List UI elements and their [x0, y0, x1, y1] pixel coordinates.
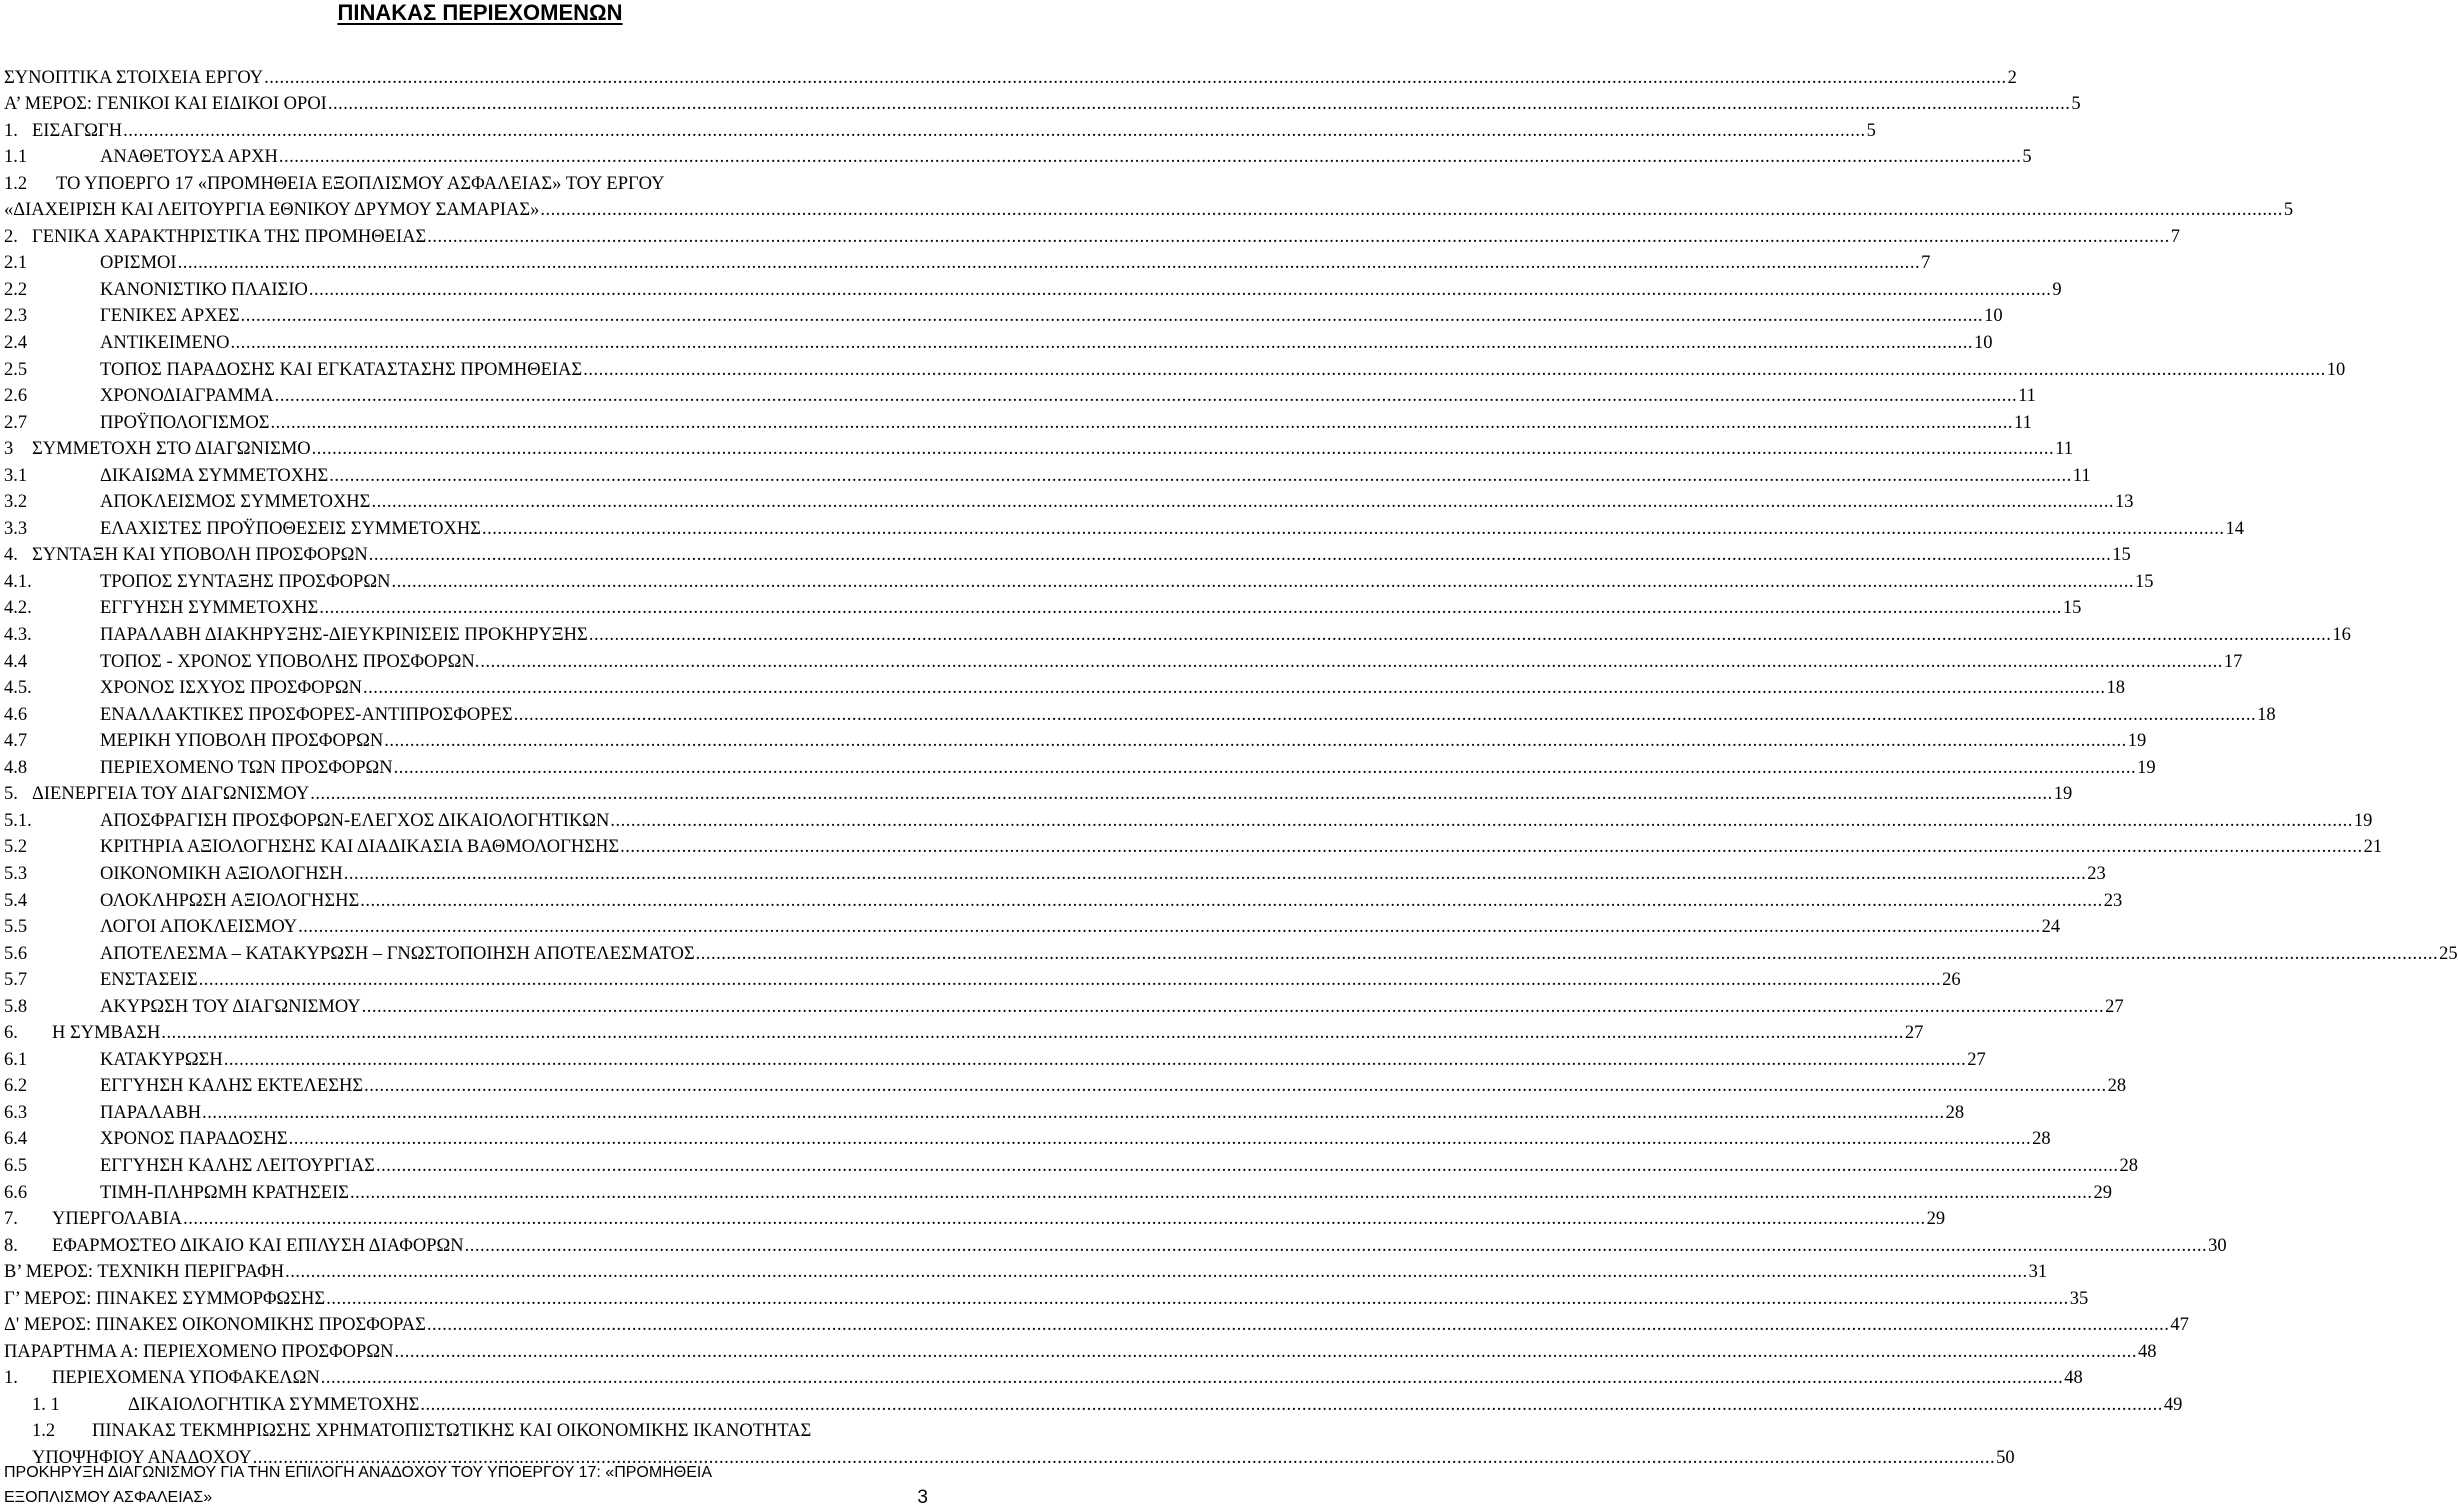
toc-dot-leader — [271, 412, 2014, 434]
toc-entry-number: 3.3 — [4, 518, 28, 539]
toc-entry-title: ΔΙΕΝΕΡΓΕΙΑ ΤΟΥ ΔΙΑΓΩΝΙΣΜΟΥ — [32, 784, 310, 805]
toc-entry[interactable] — [4, 646, 2243, 673]
toc-entry-number: 3.2 — [4, 492, 28, 513]
toc-entry[interactable] — [4, 1097, 1965, 1124]
toc-entry-page: 14 — [2225, 518, 2244, 539]
toc-entry-number: 5.7 — [4, 970, 28, 991]
toc-entry-page: 21 — [2363, 837, 2383, 858]
toc-entry[interactable] — [4, 1044, 1986, 1071]
toc-entry-number: 5. — [4, 784, 18, 805]
toc-entry-number: 6. — [4, 1023, 18, 1044]
toc-dot-leader — [427, 226, 2170, 248]
toc-dot-leader — [427, 1314, 2170, 1336]
toc-entry[interactable] — [4, 381, 2036, 408]
toc-entry-number: 2. — [4, 226, 18, 247]
toc-entry-title: ΕΝΣΤΑΣΕΙΣ — [100, 970, 198, 991]
toc-entry-page: 10 — [1984, 306, 2003, 327]
toc-entry-page: 18 — [2106, 678, 2125, 699]
toc-entry-page: 50 — [1996, 1447, 2015, 1468]
toc-entry-page: 29 — [2093, 1182, 2112, 1203]
toc-entry-title: ΧΡΟΝΟΣ ΙΣΧΥΟΣ ΠΡΟΣΦΟΡΩΝ — [100, 678, 362, 699]
toc-entry-page: 11 — [2055, 439, 2073, 460]
toc-entry-number: 4. — [4, 545, 18, 566]
toc-dot-leader — [178, 252, 1921, 274]
toc-dot-leader — [391, 571, 2134, 593]
toc-entry-page: 13 — [2114, 492, 2134, 513]
toc-entry[interactable] — [4, 460, 2091, 487]
toc-entry-number: 6.5 — [4, 1155, 28, 1176]
toc-entry-page: 23 — [2103, 890, 2123, 911]
toc-dot-leader — [161, 1022, 1904, 1044]
toc-entry-title: Β’ ΜΕΡΟΣ: ΤΕΧΝΙΚΗ ΠΕΡΙΓΡΑΦΗ — [4, 1262, 285, 1283]
toc-entry-page: 28 — [2119, 1155, 2138, 1176]
toc-entry[interactable] — [4, 1018, 1924, 1045]
toc-entry-title: ΠΑΡΑΛΑΒΗ ΔΙΑΚΗΡΥΞΗΣ-ΔΙΕΥΚΡΙΝΙΣΕΙΣ ΠΡΟΚΗΡΥΞΗΣ — [100, 625, 588, 646]
toc-entry[interactable] — [4, 1204, 1946, 1231]
toc-dot-leader — [540, 199, 2283, 221]
toc-entry[interactable] — [4, 1283, 2089, 1310]
toc-entry-page: 27 — [1904, 1023, 1924, 1044]
toc-entry-page: 30 — [2208, 1235, 2227, 1256]
page-footer — [4, 1460, 934, 1510]
toc-dot-leader — [264, 67, 2007, 89]
toc-entry-title: ΤΙΜΗ-ΠΛΗΡΩΜΗ ΚΡΑΤΗΣΕΙΣ — [100, 1182, 349, 1203]
toc-dot-leader — [620, 836, 2363, 858]
toc-entry-number: 6.6 — [4, 1182, 28, 1203]
toc-entry-number: 1.2 — [4, 173, 28, 194]
toc-entry-title: ΑΠΟΣΦΡΑΓΙΣΗ ΠΡΟΣΦΟΡΩΝ-ΕΛΕΓΧΟΣ ΔΙΚΑΙΟΛΟΓΗΤΙΚΩΝ — [100, 810, 610, 831]
toc-entry[interactable] — [4, 1150, 2138, 1177]
toc-entry-title: ΜΕΡΙΚΗ ΥΠΟΒΟΛΗ ΠΡΟΣΦΟΡΩΝ — [100, 731, 384, 752]
toc-dot-leader — [465, 1235, 2208, 1257]
toc-entry[interactable] — [4, 1416, 962, 1443]
toc-entry-page: 19 — [2353, 810, 2373, 831]
toc-entry-title: ΕΓΓΥΗΣΗ ΚΑΛΗΣ ΛΕΙΤΟΥΡΓΙΑΣ — [100, 1155, 375, 1176]
toc-entry[interactable] — [4, 1363, 2083, 1390]
toc-entry-page: 9 — [2052, 279, 2062, 300]
toc-entry-number: 2.7 — [4, 412, 28, 433]
toc-entry-title: ΕΓΓΥΗΣΗ ΚΑΛΗΣ ΕΚΤΕΛΕΣΗΣ — [100, 1076, 364, 1097]
toc-dot-leader — [321, 1367, 2064, 1389]
toc-entry-page: 5 — [2071, 94, 2081, 115]
toc-entry-number: 2.3 — [4, 306, 28, 327]
toc-entry[interactable] — [4, 487, 2134, 514]
toc-entry-number: 4.6 — [4, 704, 28, 725]
toc-entry-title: ΤΟ ΥΠΟΕΡΓΟ 17 «ΠΡΟΜΗΘΕΙΑ ΕΞΟΠΛΙΣΜΟΥ ΑΣΦΑΛΕΙΑΣ» ΤΟΥ ΕΡΓΟΥ — [56, 173, 665, 194]
toc-entry-title: ΠΕΡΙΕΧΟΜΕΝΟ ΤΩΝ ΠΡΟΣΦΟΡΩΝ — [100, 757, 393, 778]
toc-entry-number: 6.1 — [4, 1049, 28, 1070]
toc-entry[interactable] — [4, 779, 2073, 806]
toc-dot-leader — [310, 783, 2053, 805]
toc-entry-number: 4.5. — [4, 678, 32, 699]
toc-entry-title: Γ’ ΜΕΡΟΣ: ΠΙΝΑΚΕΣ ΣΥΜΜΟΡΦΩΣΗΣ — [4, 1288, 326, 1309]
toc-entry-page: 27 — [1967, 1049, 1986, 1070]
toc-entry-page: 28 — [2032, 1129, 2051, 1150]
toc-dot-leader — [309, 279, 2052, 301]
toc-entry[interactable] — [4, 195, 2294, 222]
toc-dot-leader — [371, 491, 2114, 513]
toc-dot-leader — [312, 438, 2055, 460]
toc-entry-page: 7 — [1921, 253, 1931, 274]
toc-entry[interactable] — [4, 142, 2032, 169]
toc-entry-number: 2.1 — [4, 253, 28, 274]
toc-entry-number: 2.6 — [4, 386, 28, 407]
toc-entry[interactable] — [4, 885, 2123, 912]
toc-entry[interactable] — [4, 168, 962, 195]
toc-entry-number: 6.4 — [4, 1129, 28, 1150]
toc-entry-number: 7. — [4, 1209, 18, 1230]
toc-entry-page: 28 — [2107, 1076, 2127, 1097]
toc-entry-title: ΚΑΝΟΝΙΣΤΙΚΟ ΠΛΑΙΣΙΟ — [100, 279, 308, 300]
toc-entry-page: 48 — [2137, 1341, 2157, 1362]
toc-dot-leader — [289, 1128, 2032, 1150]
toc-entry[interactable] — [4, 912, 2061, 939]
toc-entry-page: 23 — [2087, 863, 2106, 884]
toc-entry-page: 29 — [1926, 1209, 1946, 1230]
toc-entry[interactable] — [4, 354, 2346, 381]
toc-dot-leader — [360, 890, 2103, 912]
footer-line-2: ΕΞΟΠΛΙΣΜΟΥ ΑΣΦΑΛΕΙΑΣ» — [4, 1489, 213, 1506]
toc-entry-title: ΔΙΚΑΙΩΜΑ ΣΥΜΜΕΤΟΧΗΣ — [100, 465, 329, 486]
toc-entry-page: 25 — [2439, 943, 2458, 964]
toc-entry-number: 1.2 — [32, 1421, 56, 1442]
toc-entry-page: 24 — [2041, 917, 2061, 938]
toc-entry-page: 28 — [1945, 1102, 1965, 1123]
toc-entry-number: 6.2 — [4, 1076, 28, 1097]
toc-entry-number: 5.5 — [4, 917, 28, 938]
toc-dot-leader — [326, 1288, 2069, 1310]
toc-entry-page: 11 — [2014, 412, 2032, 433]
toc-entry-title: ΛΟΓΟΙ ΑΠΟΚΛΕΙΣΜΟΥ — [100, 917, 298, 938]
toc-entry-title: ΕΝΑΛΛΑΚΤΙΚΕΣ ΠΡΟΣΦΟΡΕΣ-ΑΝΤΙΠΡΟΣΦΟΡΕΣ — [100, 704, 513, 725]
toc-entry-title: ΠΕΡΙΕΧΟΜΕΝΑ ΥΠΟΦΑΚΕΛΩΝ — [52, 1368, 320, 1389]
toc-entry[interactable] — [4, 248, 1931, 275]
toc-entry-title: Δ' ΜΕΡΟΣ: ΠΙΝΑΚΕΣ ΟΙΚΟΝΟΜΙΚΗΣ ΠΡΟΣΦΟΡΑΣ — [4, 1315, 426, 1336]
toc-entry-title: ΔΙΚΑΙΟΛΟΓΗΤΙΚΑ ΣΥΜΜΕΤΟΧΗΣ — [128, 1394, 420, 1415]
toc-entry-page: 35 — [2069, 1288, 2089, 1309]
footer-page-number: 3 — [917, 1487, 928, 1508]
toc-dot-leader — [480, 651, 2223, 673]
toc-entry-page: 15 — [2062, 598, 2082, 619]
toc-entry-page: 18 — [2257, 704, 2276, 725]
toc-entry-title: ΓΕΝΙΚΕΣ ΑΡΧΕΣ — [100, 306, 240, 327]
toc-entry-title: ΕΦΑΡΜΟΣΤΕΟ ΔΙΚΑΙΟ ΚΑΙ ΕΠΙΛΥΣΗ ΔΙΑΦΟΡΩΝ — [52, 1235, 464, 1256]
toc-entry[interactable] — [4, 752, 2156, 779]
toc-entry[interactable] — [4, 566, 2154, 593]
toc-entry-page: 16 — [2332, 625, 2351, 646]
toc-entry[interactable] — [4, 805, 2373, 832]
toc-entry-title: ΤΟΠΟΣ - ΧΡΟΝΟΣ ΥΠΟΒΟΛΗΣ ΠΡΟΣΦΟΡΩΝ. — [100, 651, 480, 672]
toc-dot-leader — [329, 465, 2072, 487]
toc-entry[interactable] — [4, 991, 2124, 1018]
toc-entry[interactable] — [4, 1177, 2112, 1204]
toc-entry-title: ΠΡΟΫΠΟΛΟΓΙΣΜΟΣ — [100, 412, 270, 433]
toc-entry[interactable] — [4, 858, 2106, 885]
toc-entry-title: ΟΙΚΟΝΟΜΙΚΗ ΑΞΙΟΛΟΓΗΣΗ — [100, 863, 343, 884]
toc-entry-page: 11 — [2018, 386, 2036, 407]
toc-entry[interactable] — [4, 274, 2062, 301]
toc-dot-leader — [394, 1341, 2137, 1363]
toc-entry-page: 11 — [2072, 465, 2091, 486]
toc-entry-page: 48 — [2064, 1368, 2083, 1389]
toc-dot-leader — [610, 810, 2353, 832]
toc-dot-leader — [123, 120, 1866, 142]
toc-dot-leader — [376, 1155, 2119, 1177]
toc-entry-page: 31 — [2028, 1262, 2048, 1283]
toc-entry-title: ΑΝΑΘΕΤΟΥΣΑ ΑΡΧΗ — [100, 147, 278, 168]
toc-dot-leader — [482, 518, 2225, 540]
footer-line-1: ΠΡΟΚΗΡΥΞΗ ΔΙΑΓΩΝΙΣΜΟΥ ΓΙΑ ΤΗΝ ΕΠΙΛΟΓΗ ΑΝΑΔΟΧΟΥ ΤΟΥ ΥΠΟΕΡΓΟΥ 17: «ΠΡΟΜΗΘΕΙΑ — [4, 1464, 712, 1481]
toc-dot-leader — [583, 359, 2326, 381]
toc-entry[interactable] — [4, 593, 2082, 620]
toc-entry-number: 8. — [4, 1235, 18, 1256]
toc-entry-title: ΕΙΣΑΓΩΓΗ — [32, 120, 123, 141]
toc-entry-number: 5.6 — [4, 943, 28, 964]
toc-entry-number: 4.2. — [4, 598, 32, 619]
toc-dot-leader — [350, 1182, 2093, 1204]
toc-entry-title: ΟΛΟΚΛΗΡΩΣΗ ΑΞΙΟΛΟΓΗΣΗΣ — [100, 890, 360, 911]
toc-entry-title: «ΔΙΑΧΕΙΡΙΣΗ ΚΑΙ ΛΕΙΤΟΥΡΓΙΑ ΕΘΝΙΚΟΥ ΔΡΥΜΟΥ ΣΑΜΑΡΙΑΣ» — [4, 200, 540, 221]
toc-entry-number: 2.5 — [4, 359, 28, 380]
toc-entry-number: 4.1. — [4, 571, 32, 592]
toc-entry-title: ΣΥΝΟΠΤΙΚΑ ΣΤΟΙΧΕΙΑ ΕΡΓΟΥ — [4, 67, 264, 88]
toc-entry-page: 15 — [2134, 571, 2154, 592]
table-of-contents — [4, 62, 2458, 1469]
toc-dot-leader — [514, 704, 2257, 726]
toc-entry-number: 1. — [4, 120, 18, 141]
toc-dot-leader — [202, 1102, 1945, 1124]
toc-entry-title: ΟΡΙΣΜΟΙ — [100, 253, 177, 274]
toc-entry-number: 3.1 — [4, 465, 28, 486]
toc-entry-title: ΑΠΟΤΕΛΕΣΜΑ – ΚΑΤΑΚΥΡΩΣΗ – ΓΝΩΣΤΟΠΟΙΗΣΗ ΑΠΟΤΕΛΕΣΜΑΤΟΣ — [100, 943, 695, 964]
toc-entry-page: 5 — [1866, 120, 1876, 141]
toc-entry-number: 1. — [4, 1368, 18, 1389]
toc-dot-leader — [362, 996, 2105, 1018]
toc-entry-number: 5.2 — [4, 837, 28, 858]
toc-entry[interactable] — [4, 513, 2244, 540]
toc-dot-leader — [275, 385, 2018, 407]
toc-entry-title: ΠΑΡΑΛΑΒΗ — [100, 1102, 202, 1123]
toc-entry-page: 5 — [2022, 147, 2032, 168]
toc-entry[interactable] — [4, 1071, 2127, 1098]
toc-entry-number: 4.4 — [4, 651, 28, 672]
toc-entry-number: 1.1 — [4, 147, 28, 168]
toc-entry[interactable] — [4, 1310, 2189, 1337]
toc-entry[interactable] — [4, 1336, 2157, 1363]
toc-entry-page: 2 — [2007, 67, 2017, 88]
toc-dot-leader — [319, 597, 2062, 619]
toc-dot-leader — [384, 730, 2127, 752]
toc-entry-title: ΕΛΑΧΙΣΤΕΣ ΠΡΟΫΠΟΘΕΣΕΙΣ ΣΥΜΜΕΤΟΧΗΣ — [100, 518, 481, 539]
toc-entry-page: 47 — [2170, 1315, 2189, 1336]
toc-entry[interactable] — [4, 540, 2131, 567]
toc-entry-title: ΧΡΟΝΟΔΙΑΓΡΑΜΜΑ — [100, 386, 274, 407]
toc-dot-leader — [199, 969, 1942, 991]
toc-dot-leader — [589, 624, 2332, 646]
toc-entry[interactable] — [4, 1124, 2051, 1151]
toc-entry-title: Α’ ΜΕΡΟΣ: ΓΕΝΙΚΟΙ ΚΑΙ ΕΙΔΙΚΟΙ ΟΡΟΙ — [4, 94, 327, 115]
toc-entry[interactable] — [4, 938, 2458, 965]
toc-dot-leader — [394, 757, 2137, 779]
toc-dot-leader — [696, 943, 2439, 965]
toc-entry-page: 27 — [2105, 996, 2124, 1017]
toc-entry-title: ΚΑΤΑΚΥΡΩΣΗ — [100, 1049, 223, 1070]
toc-entry-title: ΠΑΡΑΡΤΗΜΑ Α: ΠΕΡΙΕΧΟΜΕΝΟ ΠΡΟΣΦΟΡΩΝ — [4, 1341, 394, 1362]
toc-entry-title: ΕΓΓΥΗΣΗ ΣΥΜΜΕΤΟΧΗΣ — [100, 598, 319, 619]
toc-entry-number: 6.3 — [4, 1102, 28, 1123]
toc-entry-title: ΤΟΠΟΣ ΠΑΡΑΔΟΣΗΣ ΚΑΙ ΕΓΚΑΤΑΣΤΑΣΗΣ ΠΡΟΜΗΘΕΙΑΣ — [100, 359, 583, 380]
toc-dot-leader — [369, 544, 2112, 566]
toc-dot-leader — [344, 863, 2087, 885]
toc-dot-leader — [363, 677, 2106, 699]
toc-entry-number: 3 — [4, 439, 14, 460]
toc-dot-leader — [241, 305, 1984, 327]
toc-entry-title: ΥΠΟΨΗΦΙΟΥ ΑΝΑΔΟΧΟΥ — [32, 1447, 252, 1468]
toc-entry[interactable] — [4, 726, 2147, 753]
toc-entry-title: ΑΝΤΙΚΕΙΜΕΝΟ — [100, 333, 230, 354]
toc-entry-page: 19 — [2053, 784, 2073, 805]
toc-entry-page: 49 — [2163, 1394, 2183, 1415]
toc-entry-page: 19 — [2137, 757, 2156, 778]
toc-entry[interactable] — [4, 434, 2073, 461]
toc-entry-number: 4.8 — [4, 757, 28, 778]
toc-entry[interactable] — [4, 62, 2017, 89]
toc-entry-number: 1. 1 — [32, 1394, 60, 1415]
toc-entry-title: ΣΥΝΤΑΞΗ ΚΑΙ ΥΠΟΒΟΛΗ ΠΡΟΣΦΟΡΩΝ — [32, 545, 368, 566]
toc-entry-number: 4.7 — [4, 731, 28, 752]
toc-entry-page: 15 — [2112, 545, 2131, 566]
toc-entry-title: ΤΡΟΠΟΣ ΣΥΝΤΑΞΗΣ ΠΡΟΣΦΟΡΩΝ — [100, 571, 391, 592]
toc-entry[interactable] — [4, 1230, 2227, 1257]
toc-entry[interactable] — [4, 1257, 2048, 1284]
toc-entry[interactable] — [4, 89, 2081, 116]
toc-entry[interactable] — [4, 407, 2032, 434]
toc-entry-title: ΚΡΙΤΗΡΙΑ ΑΞΙΟΛΟΓΗΣΗΣ ΚΑΙ ΔΙΑΔΙΚΑΣΙΑ ΒΑΘΜΟΛΟΓΗΣΗΣ — [100, 837, 620, 858]
page-title: ΠΙΝΑΚΑΣ ΠΕΡΙΕΧΟΜΕΝΩΝ — [337, 0, 623, 25]
toc-entry-title: ΓΕΝΙΚΑ ΧΑΡΑΚΤΗΡΙΣΤΙΚΑ ΤΗΣ ΠΡΟΜΗΘΕΙΑΣ — [32, 226, 427, 247]
toc-entry-title: ΠΙΝΑΚΑΣ ΤΕΚΜΗΡΙΩΣΗΣ ΧΡΗΜΑΤΟΠΙΣΤΩΤΙΚΗΣ ΚΑΙ ΟΙΚΟΝΟΜΙΚΗΣ ΙΚΑΝΟΤΗΤΑΣ — [92, 1421, 812, 1442]
toc-dot-leader — [328, 93, 2071, 115]
toc-entry[interactable] — [4, 965, 1961, 992]
toc-entry-page: 26 — [1942, 970, 1961, 991]
toc-entry-number: 2.2 — [4, 279, 28, 300]
toc-dot-leader — [279, 146, 2022, 168]
toc-entry[interactable] — [4, 699, 2276, 726]
toc-dot-leader — [224, 1049, 1967, 1071]
toc-entry-number: 4.3. — [4, 625, 32, 646]
toc-entry-number: 2.4 — [4, 333, 28, 354]
toc-entry-page: 10 — [2326, 359, 2346, 380]
toc-entry-title: ΑΚΥΡΩΣΗ ΤΟΥ ΔΙΑΓΩΝΙΣΜΟΥ — [100, 996, 361, 1017]
toc-dot-leader — [420, 1394, 2163, 1416]
toc-dot-leader — [183, 1208, 1926, 1230]
toc-entry-title: ΧΡΟΝΟΣ ΠΑΡΑΔΟΣΗΣ — [100, 1129, 288, 1150]
toc-entry[interactable] — [4, 327, 1993, 354]
toc-entry-title: ΣΥΜΜΕΤΟΧΗ ΣΤΟ ΔΙΑΓΩΝΙΣΜΟ — [32, 439, 311, 460]
toc-entry[interactable] — [4, 619, 2351, 646]
toc-entry-title: ΥΠΕΡΓΟΛΑΒΙΑ — [52, 1209, 183, 1230]
toc-entry[interactable] — [4, 1389, 2183, 1416]
toc-dot-leader — [285, 1261, 2028, 1283]
toc-entry-number: 5.4 — [4, 890, 28, 911]
toc-entry-page: 5 — [2283, 200, 2294, 221]
toc-entry-page: 17 — [2223, 651, 2243, 672]
toc-entry[interactable] — [4, 115, 1876, 142]
toc-entry-number: 5.3 — [4, 863, 28, 884]
toc-entry-number: 5.8 — [4, 996, 28, 1017]
toc-entry-title: Η ΣΥΜΒΑΣΗ — [52, 1023, 161, 1044]
toc-entry[interactable] — [4, 301, 2003, 328]
toc-entry-page: 10 — [1973, 333, 1993, 354]
toc-dot-leader — [298, 916, 2041, 938]
toc-entry-title: ΑΠΟΚΛΕΙΣΜΟΣ ΣΥΜΜΕΤΟΧΗΣ — [100, 492, 371, 513]
toc-entry-number: 5.1. — [4, 810, 32, 831]
toc-entry-page: 19 — [2127, 731, 2147, 752]
toc-dot-leader — [364, 1075, 2107, 1097]
toc-dot-leader — [230, 332, 1973, 354]
toc-entry[interactable] — [4, 832, 2383, 859]
toc-entry-page: 7 — [2170, 226, 2180, 247]
toc-entry[interactable] — [4, 221, 2180, 248]
toc-entry[interactable] — [4, 673, 2125, 700]
